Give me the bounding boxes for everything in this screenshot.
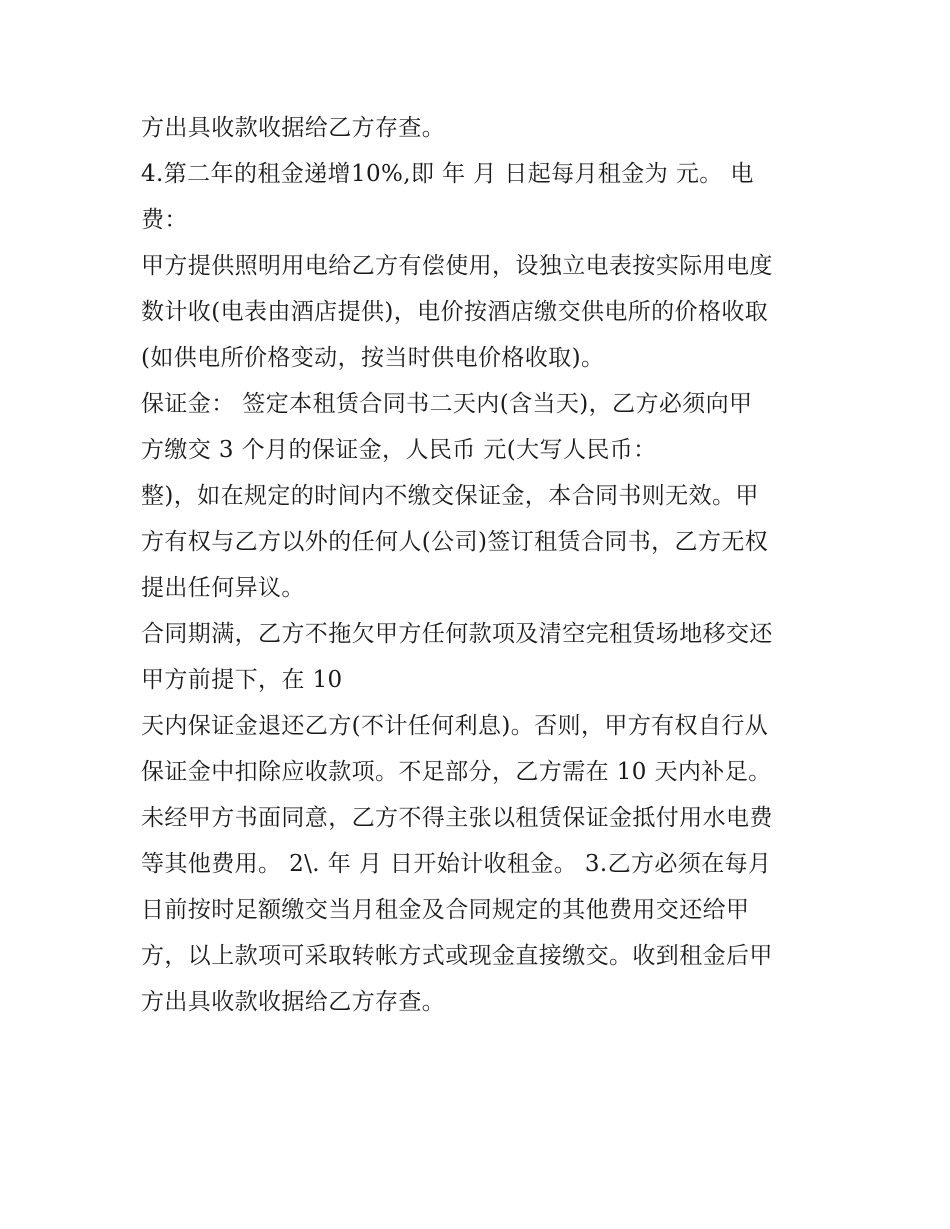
text-line: 方缴交 3 个月的保证金，人民币 元(大写人民币：	[141, 437, 657, 463]
text-line: 未经甲方书面同意，乙方不得主张以租赁保证金抵付用水电费	[141, 805, 773, 831]
text-line: 4.第二年的租金递增10%,即 年 月 日起每月租金为 元。 电	[141, 161, 754, 187]
text-line: 等其他费用。 2\. 年 月 日开始计收租金。 3.乙方必须在每月	[141, 851, 772, 877]
contract-text	[141, 105, 841, 1025]
text-line: 甲方前提下，在 10	[141, 667, 343, 693]
text-line: 费：	[141, 207, 188, 233]
text-line: 方出具收款收据给乙方存查。	[141, 115, 446, 141]
text-line: 合同期满，乙方不拖欠甲方任何款项及清空完租赁场地移交还	[141, 621, 773, 647]
text-line: 提出任何异议。	[141, 575, 305, 601]
text-line: 数计收(电表由酒店提供)，电价按酒店缴交供电所的价格收取	[141, 299, 769, 325]
text-line: 整)，如在规定的时间内不缴交保证金，本合同书则无效。甲	[141, 483, 759, 509]
text-line: 方有权与乙方以外的任何人(公司)签订租赁合同书，乙方无权	[141, 529, 769, 555]
text-line: 方，以上款项可采取转帐方式或现金直接缴交。收到租金后甲	[141, 943, 773, 969]
text-line: (如供电所价格变动，按当时供电价格收取)。	[141, 345, 605, 371]
text-line: 甲方提供照明用电给乙方有偿使用，设独立电表按实际用电度	[141, 253, 773, 279]
text-line: 天内保证金退还乙方(不计任何利息)。否则，甲方有权自行从	[141, 713, 769, 739]
text-line: 日前按时足额缴交当月租金及合同规定的其他费用交还给甲	[141, 897, 750, 923]
text-line: 保证金： 签定本租赁合同书二天内(含当天)，乙方必须向甲	[141, 391, 753, 417]
text-line: 保证金中扣除应收款项。不足部分，乙方需在 10 天内补足。	[141, 759, 772, 785]
text-line: 方出具收款收据给乙方存查。	[141, 989, 446, 1015]
